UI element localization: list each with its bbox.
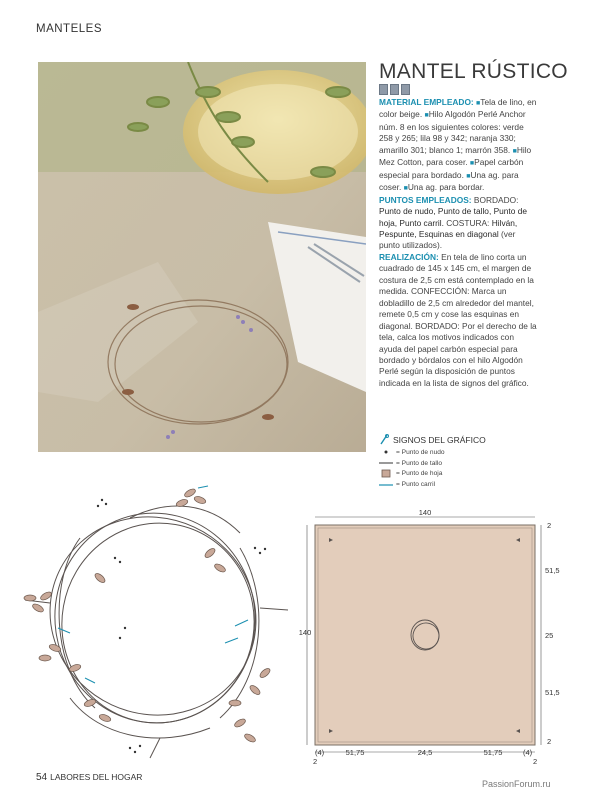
difficulty-icon — [390, 84, 399, 95]
page-footer — [36, 772, 142, 783]
chart-legend — [379, 434, 486, 490]
material-heading: MATERIAL EMPLEADO: — [379, 97, 474, 107]
realizacion-block: REALIZACIÓN: En tela de lino corta un cuadrado de 145 x 145 cm, el margen de costura de 2,5 cm está contemplado en la medida. CONFECCIÓN: Marca un dobladillo de 2,5 cm alrededor del mantel, remete 0,5 cm y cose las esquinas en diagonal. BORDADO: Por el derecho de la tela, calca los motivos indicados con ayuda del papel carbón especial para bordado y bórdalos con el hilo Algodón Perlé según la disposición de puntos indicada en la lista de signos del gráfico. — [379, 251, 537, 388]
wreath-pattern — [10, 478, 295, 768]
tablecloth-photo — [38, 62, 366, 452]
knot-stitch-icon — [381, 449, 391, 455]
dim-bottom: 24,5 — [417, 748, 433, 757]
puntos-heading: PUNTOS EMPLEADOS: — [379, 194, 472, 205]
puntos-block: PUNTOS EMPLEADOS: BORDADO: Punto de nudo, Punto de tallo, Punto de hoja, Punto carril. COSTURA: Hilván, Pespunte, Esquinas en diagonal (ver punto utilizados). — [379, 194, 527, 251]
stem-stitch-icon — [379, 460, 393, 466]
difficulty-rating — [379, 84, 410, 95]
dim-right: 2 — [547, 737, 552, 746]
dim-top: 140 — [418, 508, 432, 517]
dim-right: 51,5 — [545, 688, 560, 697]
instructions — [379, 97, 537, 389]
legend-item: = Punto de hoja — [379, 469, 486, 480]
dimension-diagram — [295, 505, 560, 767]
legend-item: = Punto de nudo — [379, 447, 486, 458]
difficulty-icon — [379, 84, 388, 95]
dim-bottom-edge: 2 — [313, 757, 318, 766]
watermark: PassionForum.ru — [482, 779, 551, 789]
legend-item: = Punto carril — [379, 479, 486, 490]
section-label: MANTELES — [36, 23, 102, 35]
legend-title: SIGNOS DEL GRÁFICO — [393, 434, 486, 445]
dim-bottom-paren: (4) — [315, 748, 325, 757]
page-title: MANTEL RÚSTICO — [379, 60, 568, 83]
dim-bottom-paren: (4) — [523, 748, 533, 757]
dim-bottom-edge: 2 — [533, 757, 538, 766]
realizacion-heading: REALIZACIÓN: — [379, 251, 439, 262]
needle-icon — [379, 434, 389, 445]
page-number: 54 — [36, 772, 48, 783]
chain-stitch-icon — [379, 482, 393, 488]
dim-bottom: 51,75 — [345, 748, 365, 757]
legend-item: = Punto de tallo — [379, 458, 486, 469]
dim-left: 140 — [298, 628, 312, 637]
material-block: MATERIAL EMPLEADO: ■Tela de lino, en color beige. ■Hilo Algodón Perlé Anchor núm. 8 en los siguientes colores: verde 258 y 265; lila 98 y 342; naranja 330; amarillo 301; blanco 1; marrón 358. ■Hilo Mez Cotton, para coser. ■Papel carbón especial para bordado. ■Una ag. para coser. ■Una ag. para bordar. — [379, 97, 537, 193]
dim-right: 25 — [545, 631, 554, 640]
dim-right: 51,5 — [545, 566, 560, 575]
magazine-name: LABORES DEL HOGAR — [50, 772, 143, 782]
dim-right: 2 — [547, 521, 552, 530]
difficulty-icon — [401, 84, 410, 95]
leaf-stitch-icon — [381, 469, 391, 478]
dim-bottom: 51,75 — [483, 748, 503, 757]
